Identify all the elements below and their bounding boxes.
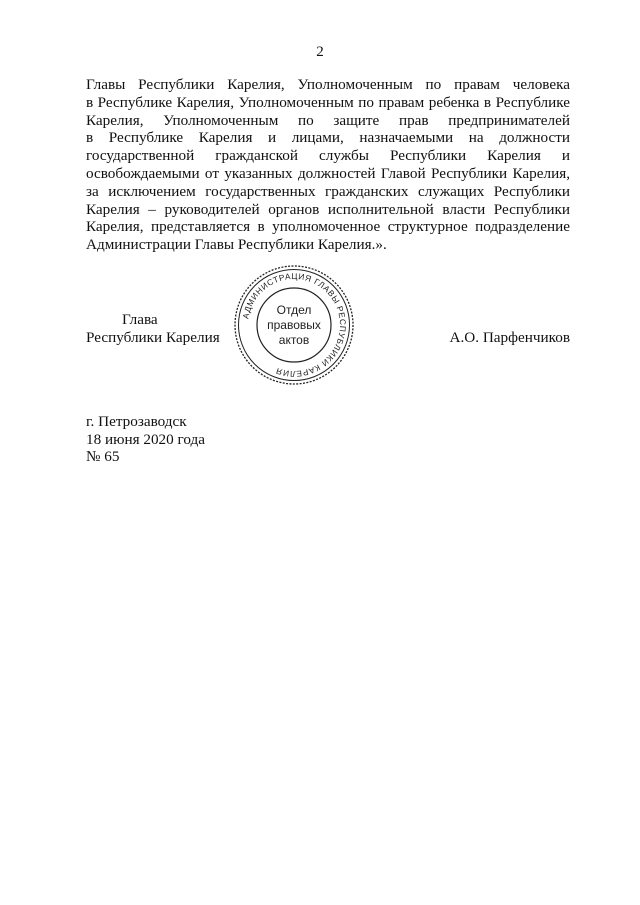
signatory-title-line2: Республики Карелия	[86, 329, 220, 346]
body-line: в Республике Карелия и лицами, назначаемыми на должности	[86, 129, 570, 147]
signatory-title-line1: Глава	[122, 311, 158, 328]
body-line: освобождаемыми от указанных должностей Главой Республики Карелия,	[86, 164, 570, 182]
body-line: Главы Республики Карелия, Уполномоченным по правам человека	[86, 76, 570, 93]
document-footer	[86, 413, 205, 466]
stamp-center-line2: правовых	[267, 318, 321, 332]
official-stamp	[232, 263, 356, 387]
document-date: 18 июня 2020 года	[86, 430, 206, 448]
signatory-name: А.О. Парфенчиков	[449, 329, 570, 346]
body-line: Карелия – руководителей органов исполнительной власти Республики	[86, 200, 570, 218]
body-line: государственной гражданской службы Республики Карелия и	[86, 147, 570, 165]
page-number: 2	[316, 44, 324, 60]
stamp-center-line3: актов	[278, 333, 310, 347]
stamp-center-line1: Отдел	[276, 303, 312, 317]
document-place: г. Петрозаводск	[86, 413, 187, 430]
body-line: Карелия, Уполномоченным по защите прав предпринимателей	[86, 111, 570, 129]
body-line: Карелия, представляется в уполномоченное структурное подразделение	[86, 218, 570, 236]
document-number: № 65	[86, 448, 120, 465]
stamp-ring-text: АДМИНИСТРАЦИЯ ГЛАВЫ РЕСПУБЛИКИ КАРЕЛИЯ	[240, 270, 349, 380]
body-paragraph	[86, 76, 570, 254]
body-line: за исключением государственных гражданских служащих Республики	[86, 182, 570, 200]
body-line: в Республике Карелия, Уполномоченным по правам ребенка в Республике	[86, 93, 570, 111]
signatory-title	[86, 311, 220, 347]
body-line: Администрации Главы Республики Карелия.».	[86, 236, 387, 254]
